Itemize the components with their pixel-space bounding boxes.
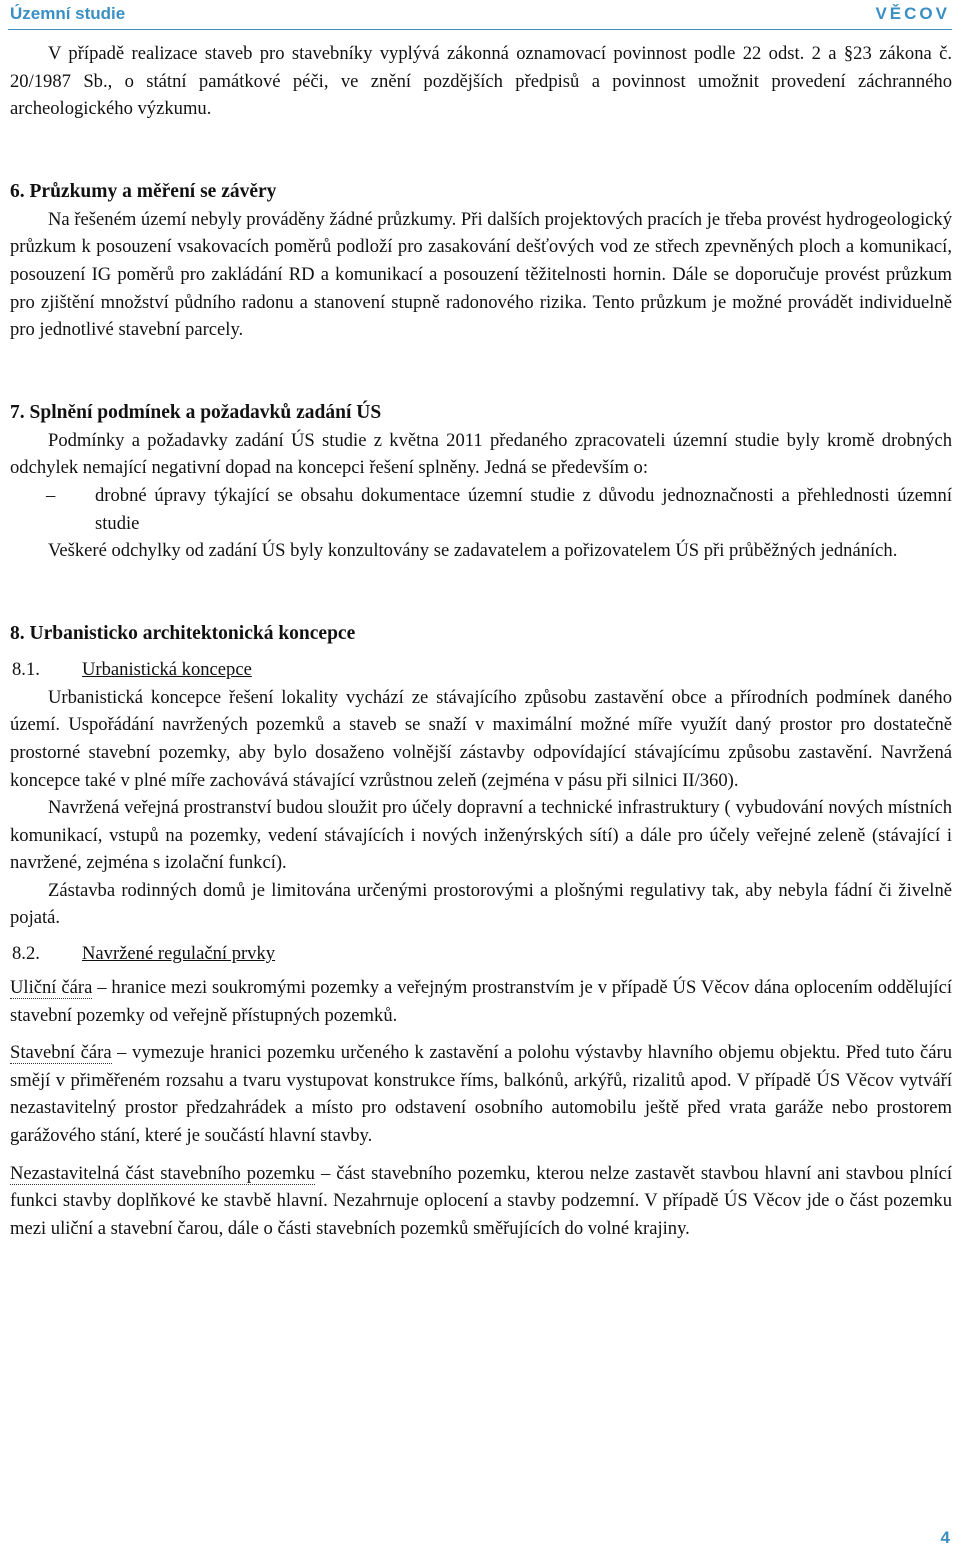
definition-street-line [10,974,952,1029]
definition-building-line [10,1039,952,1149]
term-unbuildable-part: Nezastavitelná část stavebního pozemku [10,1162,315,1184]
subsection-8-1-paragraph-1: Urbanistická koncepce řešení lokality vychází ze stávajícího způsobu zastavění obce a přírodních podmínek daného území. Uspořádání navržených pozemků a staveb se snaží v maximální možné míře využít daný prostor pro dostatečně prostorné stavební pozemky, aby bylo dosaženo volnější zástavby odpovídající stávajícímu způsobu zastavění. Navržená koncepce také v plné míře zachovává stávající vzrůstnou zeleň (zejména v pásu při silnici II/360). [10,686,952,791]
section-8-number: 8. [10,622,25,644]
section-7-heading [10,399,952,427]
subsection-8-1-heading [10,656,952,684]
section-7-paragraph-1: Podmínky a požadavky zadání ÚS studie z května 2011 předaného zpracovateli územní studie byly kromě drobných odchylek nemající negativní dopad na koncepci řešení splněny. Jedná se především o: [10,429,952,479]
section-6-number: 6. [10,180,25,202]
section-6-heading [10,178,952,206]
page-content [10,40,952,1242]
list-item-text: drobné úpravy týkající se obsahu dokumentace územní studie z důvodu jednoznačnosti a přehlednosti územní studie [95,484,952,534]
subsection-8-1-number: 8.1. [12,658,40,680]
subsection-8-1-paragraph-3: Zástavba rodinných domů je limitována určenými prostorovými a plošnými regulativy tak, aby nebyla fádní či živelně pojatá. [10,879,952,929]
definition-text: – hranice mezi soukromými pozemky a veřejným prostranstvím je v případě ÚS Věcov dána oplocením oddělující stavební pozemky od veřejně přístupných pozemků. [10,977,953,1026]
term-street-line: Uliční čára [10,977,93,999]
section-7-paragraph-2: Veškeré odchylky od zadání ÚS byly konzultovány se zadavatelem a pořizovatelem ÚS při průběžných jednáních. [48,540,898,562]
running-header [0,0,960,30]
header-village: VĚCOV [875,4,950,23]
subsection-8-2-title: Navržené regulační prvky [82,943,276,965]
page-number: 4 [940,1528,950,1547]
definition-unbuildable-part [10,1160,952,1243]
section-8-heading [10,620,952,648]
subsection-8-2-number: 8.2. [12,943,40,965]
definition-text: – část stavebního pozemku, kterou nelze zastavět stavbou hlavní ani stavbou plnící funkci stavby doplňkové ke stavbě hlavní. Nezahrnuje oplocení a stavby podzemní. V případě ÚS Věcov jde o část pozemku mezi uliční a stavební čarou, dále o části stavebních pozemků směřujících do volné krajiny. [10,1162,952,1239]
section-6-title: Průzkumy a měření se závěry [29,180,277,202]
section-8-title: Urbanisticko architektonická koncepce [29,622,356,644]
dash-bullet: – [46,484,56,506]
term-building-line: Stavební čára [10,1042,112,1064]
section-7-number: 7. [10,401,25,423]
header-rule [8,29,952,30]
intro-paragraph: V případě realizace staveb pro stavebníky vyplývá zákonná oznamovací povinnost podle 22 odst. 2 a §23 zákona č. 20/1987 Sb., o státní památkové péči, ve znění pozdějších předpisů a povinnost umožnit provedení záchranného archeologického výzkumu. [10,43,952,120]
list-item [10,482,952,537]
section-7-title: Splnění podmínek a požadavků zadání ÚS [29,401,382,423]
subsection-8-1-title: Urbanistická koncepce [82,658,252,680]
section-6-text: Na řešeném území nebyly prováděny žádné průzkumy. Při dalších projektových pracích je třeba provést hydrogeologický průzkum k posouzení vsakovacích poměrů podloží pro zasakování dešťových vod ze střech zpevněných ploch a komunikací, posouzení IG poměrů pro zakládání RD a komunikací a posouzení těžitelnosti hornin. Dále se doporučuje provést průzkum pro zjištění množství půdního radonu a stanovení stupně radonového rizika. Tento průzkum je možné provádět individuelně pro jednotlivé stavební parcely. [10,208,952,341]
definition-text: – vymezuje hranici pozemku určeného k zastavění a polohu výstavby hlavního objemu objektu. Před tuto čáru smějí v přiměřeném rozsahu a tvaru vystupovat konstrukce říms, balkónů, arkýřů, rizalitů apod. V případě ÚS Věcov vytváří nezastavitelný prostor předzahrádek a místo pro odstavení osobního automobilu ještě před vrata garáže nebo prostorem garážového stání, které je součástí hlavní stavby. [10,1042,952,1147]
subsection-8-2-heading [10,940,952,968]
header-title: Územní studie [10,4,126,23]
subsection-8-1-paragraph-2: Navržená veřejná prostranství budou sloužit pro účely dopravní a technické infrastruktury ( vybudování nových místních komunikací, vstupů na pozemky, vedení stávajících i nových inženýrských sítí) a dále pro účely veřejné zeleně (stávající i navržené, zejména s izolační funkcí). [10,797,952,874]
